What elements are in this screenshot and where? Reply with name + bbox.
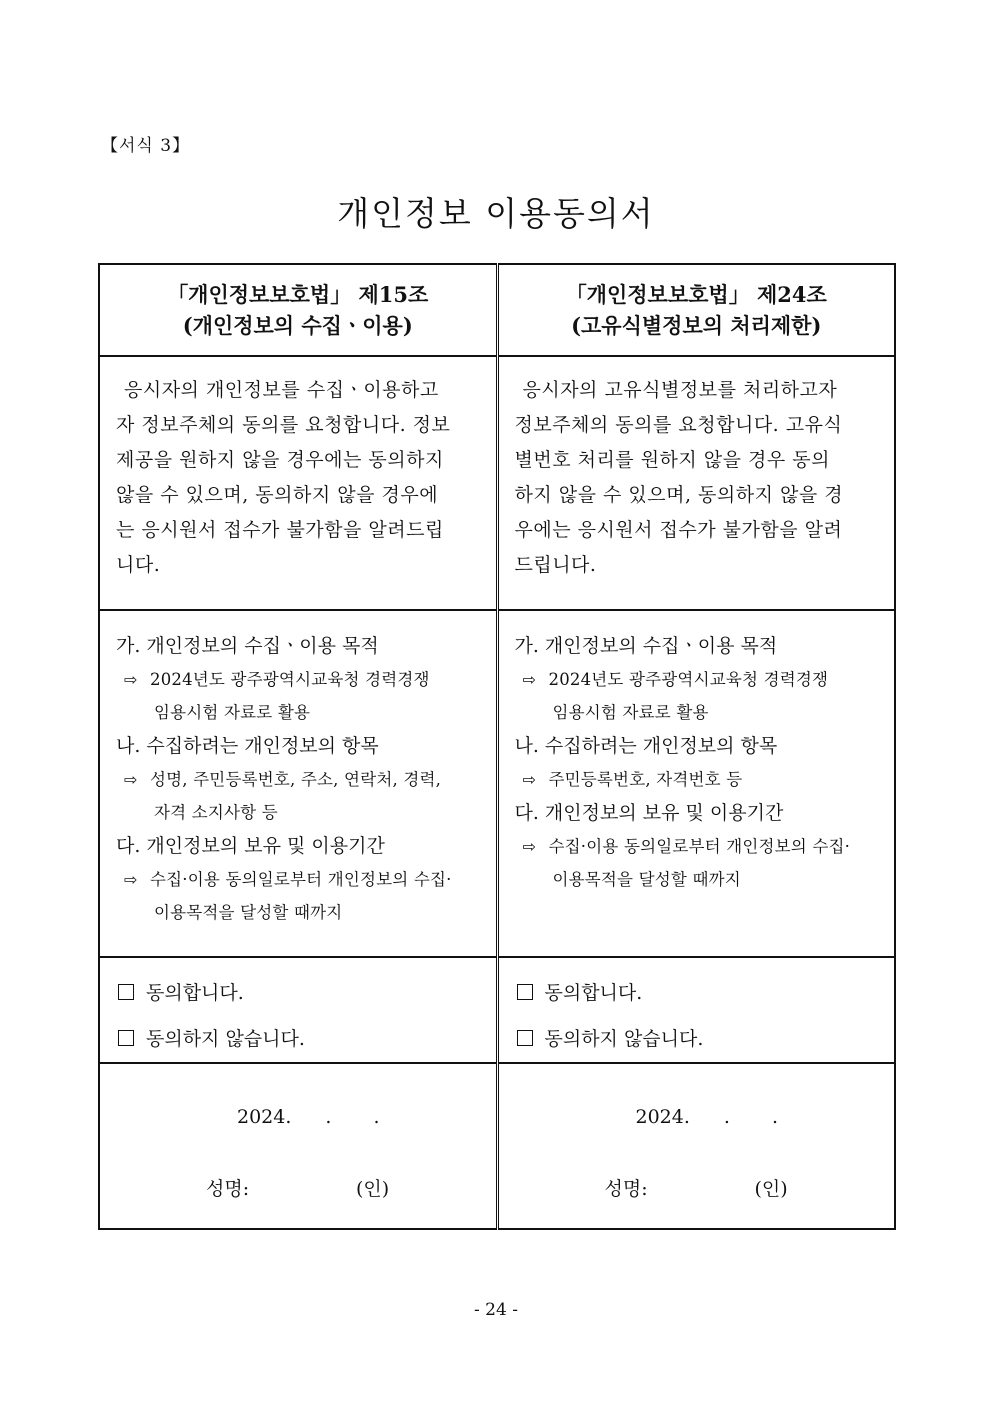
- disagree-option[interactable]: [118, 1016, 480, 1062]
- right-arrow-icon: ⇨: [522, 670, 537, 689]
- law-header-article15: [99, 264, 497, 356]
- right-arrow-icon: ⇨: [124, 670, 138, 689]
- agree-checkbox[interactable]: [517, 984, 533, 1000]
- description-line: 정보주체의 동의를 요청합니다. 고유식: [514, 414, 843, 436]
- item-heading: 다. 개인정보의 보유 및 이용기간: [514, 802, 784, 824]
- right-arrow-icon: ⇨: [124, 770, 138, 789]
- item-heading: 나. 수집하려는 개인정보의 항목: [116, 735, 379, 757]
- description-line: 별번호 처리를 원하지 않을 경우 동의: [514, 449, 831, 471]
- form-label: 【서식 3】: [101, 136, 191, 156]
- description-line: 는 응시원서 접수가 불가함을 알려드립: [116, 519, 444, 541]
- agree-option[interactable]: [118, 970, 480, 1016]
- signature-unique-id: [497, 1063, 895, 1229]
- header-row: [99, 264, 895, 356]
- agree-checkbox[interactable]: [118, 984, 134, 1000]
- item-heading: 다. 개인정보의 보유 및 이용기간: [116, 835, 385, 857]
- agreement-row: [99, 957, 895, 1063]
- item-heading: 가. 개인정보의 수집ㆍ이용 목적: [116, 635, 379, 657]
- item-detail: ⇨ 2024년도 광주광역시교육청 경력경쟁 임용시험 자료로 활용: [515, 663, 877, 729]
- description-line: 우에는 응시원서 접수가 불가함을 알려: [514, 519, 843, 541]
- item-heading: 가. 개인정보의 수집ㆍ이용 목적: [514, 635, 778, 657]
- document-title: 개인정보 이용동의서: [337, 194, 655, 233]
- description-line: 드립니다.: [514, 554, 597, 576]
- signature-personal-info: [99, 1063, 497, 1229]
- agree-option[interactable]: [517, 970, 879, 1016]
- description-row: [99, 356, 895, 610]
- item-detail: ⇨ 2024년도 광주광역시교육청 경력경쟁 임용시험 자료로 활용: [116, 663, 478, 729]
- signature-name-label: 성명:: [604, 1178, 648, 1200]
- right-arrow-icon: ⇨: [124, 870, 138, 889]
- consent-items-personal-info: [99, 610, 497, 957]
- page-number: - 24 -: [474, 1300, 518, 1320]
- item-detail: ⇨ 수집·이용 동의일로부터 개인정보의 수집· 이용목적을 달성할 때까지: [116, 863, 478, 929]
- description-line: 제공을 원하지 않을 경우에는 동의하지: [116, 449, 444, 471]
- signature-seal[interactable]: (인): [754, 1178, 788, 1200]
- description-line: 니다.: [116, 554, 161, 576]
- header-subtitle: (개인정보의 수집ㆍ이용): [182, 313, 413, 338]
- agreement-options-personal-info: [99, 957, 497, 1063]
- signature-row: [99, 1063, 895, 1229]
- signature-seal[interactable]: (인): [356, 1178, 390, 1200]
- agreement-options-unique-id: [497, 957, 895, 1063]
- law-header-article24: [497, 264, 895, 356]
- header-subtitle: (고유식별정보의 처리제한): [571, 313, 822, 338]
- description-line: 않을 수 있으며, 동의하지 않을 경우에: [116, 484, 439, 506]
- consent-table: [98, 263, 896, 1230]
- consent-description-unique-id: [497, 356, 895, 610]
- item-detail: ⇨ 수집·이용 동의일로부터 개인정보의 수집· 이용목적을 달성할 때까지: [515, 830, 877, 896]
- description-line: 자 정보주체의 동의를 요청합니다. 정보: [116, 414, 451, 436]
- disagree-checkbox[interactable]: [517, 1030, 533, 1046]
- description-line: 응시자의 개인정보를 수집ㆍ이용하고: [124, 379, 439, 401]
- consent-description-personal-info: [99, 356, 497, 610]
- item-heading: 나. 수집하려는 개인정보의 항목: [514, 735, 778, 757]
- item-detail: ⇨ 성명, 주민등록번호, 주소, 연락처, 경력, 자격 소지사항 등: [116, 763, 478, 829]
- right-arrow-icon: ⇨: [522, 770, 537, 789]
- disagree-checkbox[interactable]: [118, 1030, 134, 1046]
- right-arrow-icon: ⇨: [522, 837, 537, 856]
- disagree-option[interactable]: [517, 1016, 879, 1062]
- agree-label: 동의합니다.: [544, 982, 643, 1004]
- disagree-label: 동의하지 않습니다.: [544, 1028, 704, 1050]
- disagree-label: 동의하지 않습니다.: [146, 1028, 305, 1050]
- header-title: 「개인정보보호법」 제24조: [565, 282, 827, 307]
- item-detail: ⇨ 주민등록번호, 자격번호 등: [515, 763, 877, 796]
- items-row: [99, 610, 895, 957]
- signature-date[interactable]: 2024. ..: [635, 1106, 820, 1128]
- description-line: 하지 않을 수 있으며, 동의하지 않을 경: [514, 484, 844, 506]
- agree-label: 동의합니다.: [146, 982, 244, 1004]
- signature-date[interactable]: 2024. ..: [237, 1106, 422, 1128]
- consent-items-unique-id: [497, 610, 895, 957]
- description-line: 응시자의 고유식별정보를 처리하고자: [522, 379, 838, 401]
- signature-name-label: 성명:: [206, 1178, 250, 1200]
- header-title: 「개인정보보호법」 제15조: [167, 282, 429, 307]
